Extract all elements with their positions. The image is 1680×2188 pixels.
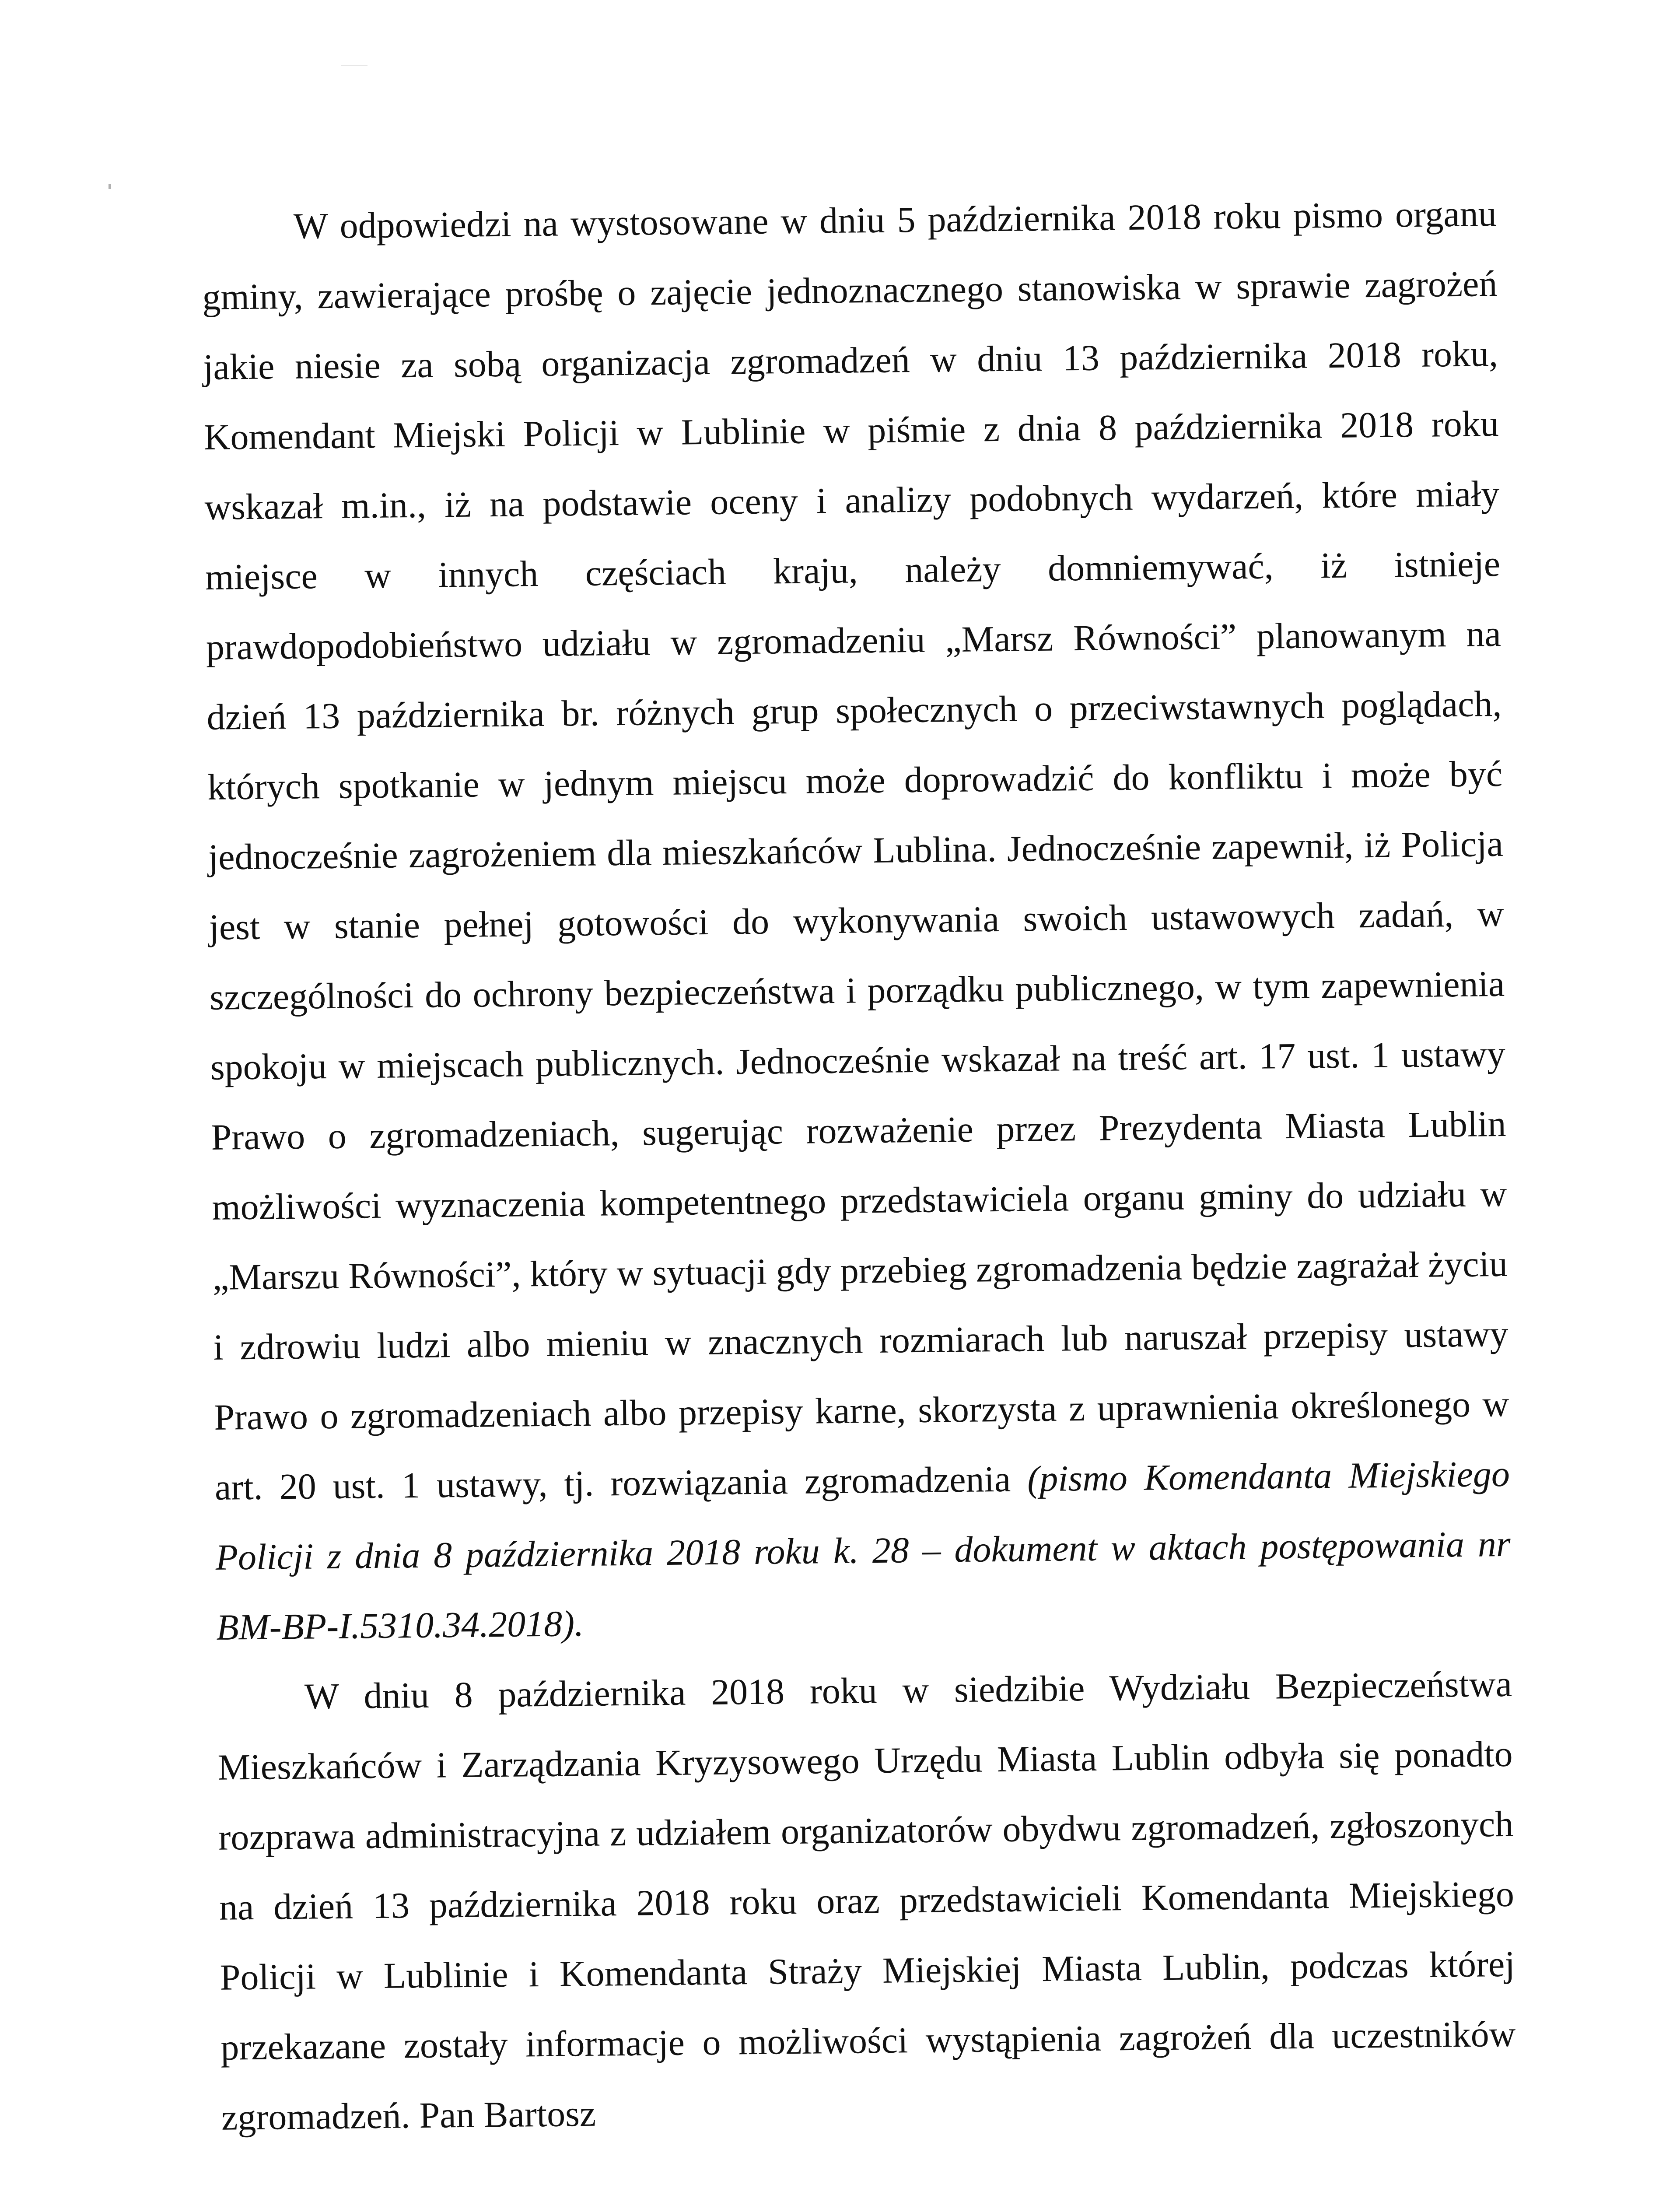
paragraph [201, 179, 1512, 1663]
paragraph-text: W dniu 8 października 2018 roku w siedzibie Wydziału Bezpieczeństwa Mieszkańców i Zarządzania Kryzysowego Urzędu Miasta Lublin odbyła się ponadto rozprawa administracyjna z udziałem organizatorów obydwu zgromadzeń, zgłoszonych na dzień 13 października 2018 roku oraz przedstawicieli Komendanta Miejskiego Policji w Lublinie i Komendanta Straży Miejskiej Miasta Lublin, podczas której przekazane zostały informacje o możliwości wystąpienia zagrożeń dla uczestników zgromadzeń. Pan Bartosz [217, 1663, 1516, 2138]
paragraph-text: W odpowiedzi na wystosowane w dniu 5 października 2018 roku pismo organu gminy, zawierające prośbę o zajęcie jednoznacznego stanowiska w sprawie zagrożeń jakie niesie za sobą organizacja zgromadzeń w dniu 13 października 2018 roku, Komendant Miejski Policji w Lublinie w piśmie z dnia 8 października 2018 roku wskazał m.in., iż na podstawie oceny i analizy podobnych wydarzeń, które miały miejsce w innych częściach kraju, należy domniemywać, iż istnieje prawdopodobieństwo udziału w zgromadzeniu „Marsz Równości” planowanym na dzień 13 października br. różnych grup społecznych o przeciwstawnych poglądach, których spotkanie w jednym miejscu może doprowadzić do konfliktu i może być jednocześnie zagrożeniem dla mieszkańców Lublina. Jednocześnie zapewnił, iż Policja jest w stanie pełnej gotowości do wykonywania swoich ustawowych zadań, w szczególności do ochrony bezpieczeństwa i porządku publicznego, w tym zapewnienia spokoju w miejscach publicznych. Jednocześnie wskazał na treść art. 17 ust. 1 ustawy Prawo o zgromadzeniach, sugerując rozważenie przez Prezydenta Miasta Lublin możliwości wyznaczenia kompetentnego przedstawiciela organu gminy do udziału w „Marszu Równości”, który w sytuacji gdy przebieg zgromadzenia będzie zagrażał życiu i zdrowiu ludzi albo mieniu w znacznych rozmiarach lub naruszał przepisy ustawy Prawo o zgromadzeniach albo przepisy karne, skorzysta z uprawnienia określonego w art. 20 ust. 1 ustawy, tj. rozwiązania zgromadzenia [202, 193, 1509, 1508]
paragraph [217, 1649, 1517, 2153]
scan-artifact [341, 65, 368, 66]
scan-artifact [108, 184, 111, 189]
citation-text: (pismo Komendanta Miejskiego Policji z dnia 8 października 2018 roku k. 28 – dokument w aktach postępowania nr BM-BP-I.5310.34.2018). [215, 1453, 1511, 1648]
document-body [201, 179, 1517, 2153]
